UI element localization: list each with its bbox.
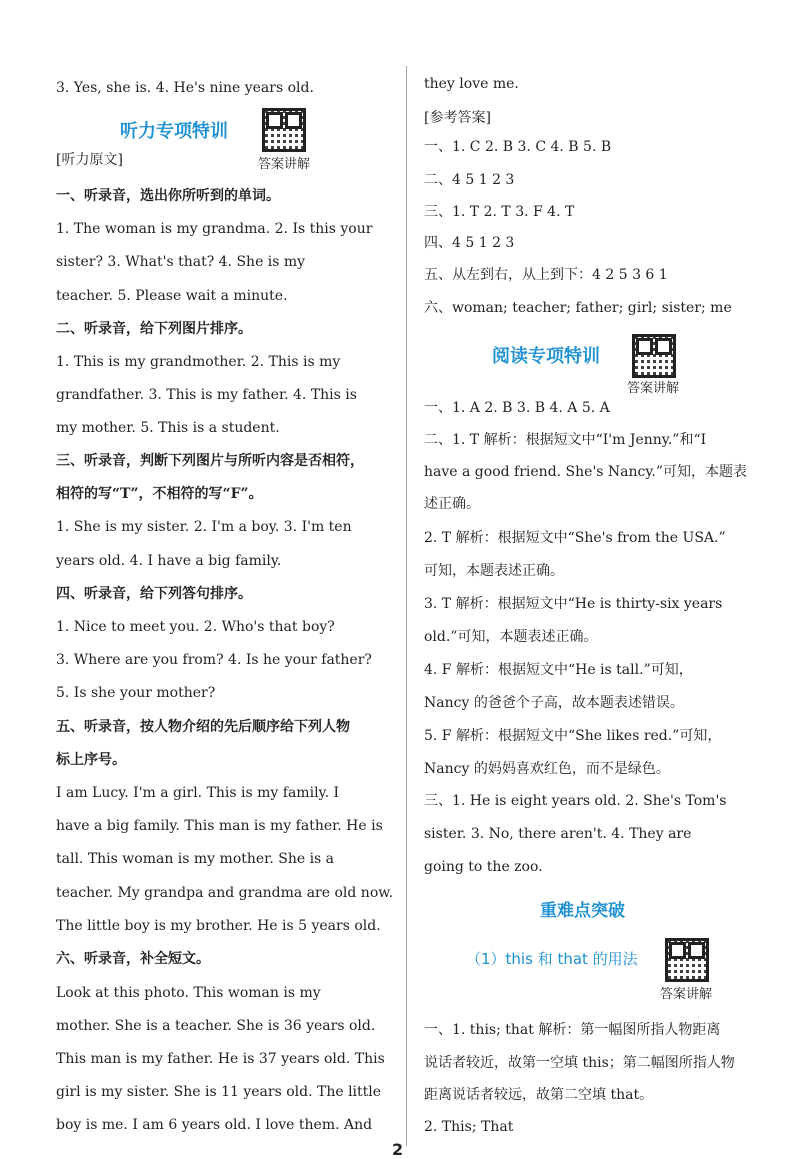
text-line: The little boy is my brother. He is 5 years old. [56,918,381,934]
qr-caption: 答案讲解 [258,157,311,172]
text-line: 一、听录音，选出你所听到的单词。 [56,188,280,204]
text-line: 相符的写“T”，不相符的写“F”。 [56,486,263,502]
text-line: 可知，本题表述正确。 [424,563,564,579]
reading-section-heading: 阅读专项特训 [492,346,600,367]
text-line: have a good friend. She's Nancy.”可知，本题表 [424,464,748,480]
text-line: 距离说话者较远，故第二空填 that。 [424,1087,654,1103]
text-line: 5. F 解析：根据短文中“She likes red.”可知， [424,728,722,744]
text-line: Look at this photo. This woman is my [56,985,321,1001]
text-line: 五、听录音，按人物介绍的先后顺序给下列人物 [56,719,350,735]
page-number: 2 [392,1140,404,1159]
text-line: 三、1. He is eight years old. 2. She's Tom's [424,793,727,809]
text-line: 五、从左到右，从上到下：4 2 5 3 6 1 [424,267,668,283]
text-line: years old. 4. I have a big family. [56,553,282,569]
listening-section-heading: 听力专项特训 [120,121,228,142]
text-line: old.”可知，本题表述正确。 [424,629,598,645]
text-line: [听力原文] [56,152,123,168]
qr-caption: 答案讲解 [660,987,713,1002]
text-line: 六、woman; teacher; father; girl; sister; me [424,300,732,316]
text-line: mother. She is a teacher. She is 36 years old. [56,1018,376,1034]
text-line: 2. T 解析：根据短文中“She's from the USA.” [424,530,726,546]
text-line: 3. Yes, she is. 4. He's nine years old. [56,80,314,96]
difficult-points-heading: 重难点突破 [540,901,625,921]
text-line: going to the zoo. [424,859,543,875]
text-line: 四、4 5 1 2 3 [424,235,515,251]
this-that-subheading: （1）this 和 that 的用法 [466,950,638,968]
text-line: 1. This is my grandmother. 2. This is my [56,354,341,370]
text-line: [参考答案] [424,110,491,126]
text-line: 四、听录音，给下列答句排序。 [56,586,252,602]
text-line: This man is my father. He is 37 years old. This [56,1051,385,1067]
text-line: teacher. My grandpa and grandma are old now. [56,885,394,901]
text-line: sister. 3. No, there aren't. 4. They are [424,826,692,842]
qr-caption: 答案讲解 [627,381,680,396]
text-line: 1. Nice to meet you. 2. Who's that boy? [56,619,335,635]
text-line: Nancy 的妈妈喜欢红色，而不是绿色。 [424,761,670,777]
qr-code-icon [665,938,709,982]
text-line: 4. F 解析：根据短文中“He is tall.”可知， [424,662,693,678]
text-line: 述正确。 [424,496,480,512]
text-line: tall. This woman is my mother. She is a [56,851,335,867]
text-line: 三、听录音，判断下列图片与所听内容是否相符， [56,453,364,469]
text-line: they love me. [424,76,519,92]
text-line: 1. She is my sister. 2. I'm a boy. 3. I'm ten [56,519,352,535]
text-line: 标上序号。 [56,752,126,768]
text-line: teacher. 5. Please wait a minute. [56,288,288,304]
column-divider [406,66,407,1146]
text-line: 3. Where are you from? 4. Is he your father? [56,652,372,668]
text-line: girl is my sister. She is 11 years old. The little [56,1084,382,1100]
text-line: grandfather. 3. This is my father. 4. This is [56,387,357,403]
text-line: Nancy 的爸爸个子高，故本题表述错误。 [424,695,684,711]
text-line: 1. The woman is my grandma. 2. Is this your [56,221,373,237]
text-line: 二、听录音，给下列图片排序。 [56,321,252,337]
text-line: 二、4 5 1 2 3 [424,172,515,188]
text-line: 六、听录音，补全短文。 [56,951,210,967]
text-line: 3. T 解析：根据短文中“He is thirty-six years [424,596,723,612]
text-line: 一、1. this; that 解析：第一幅图所指人物距离 [424,1022,721,1038]
text-line: have a big family. This man is my father. He is [56,818,383,834]
text-line: 三、1. T 2. T 3. F 4. T [424,204,575,220]
text-line: my mother. 5. This is a student. [56,420,280,436]
text-line: 2. This; That [424,1119,514,1135]
qr-code-icon [262,108,306,152]
text-line: 说话者较近，故第一空填 this；第二幅图所指人物 [424,1055,735,1071]
text-line: boy is me. I am 6 years old. I love them. And [56,1117,373,1133]
text-line: I am Lucy. I'm a girl. This is my family. I [56,785,340,801]
text-line: 二、1. T 解析：根据短文中“I'm Jenny.”和“I [424,432,707,448]
text-line: 5. Is she your mother? [56,685,216,701]
text-line: sister? 3. What's that? 4. She is my [56,254,306,270]
text-line: 一、1. C 2. B 3. C 4. B 5. B [424,139,612,155]
text-line: 一、1. A 2. B 3. B 4. A 5. A [424,400,610,416]
qr-code-icon [632,334,676,378]
